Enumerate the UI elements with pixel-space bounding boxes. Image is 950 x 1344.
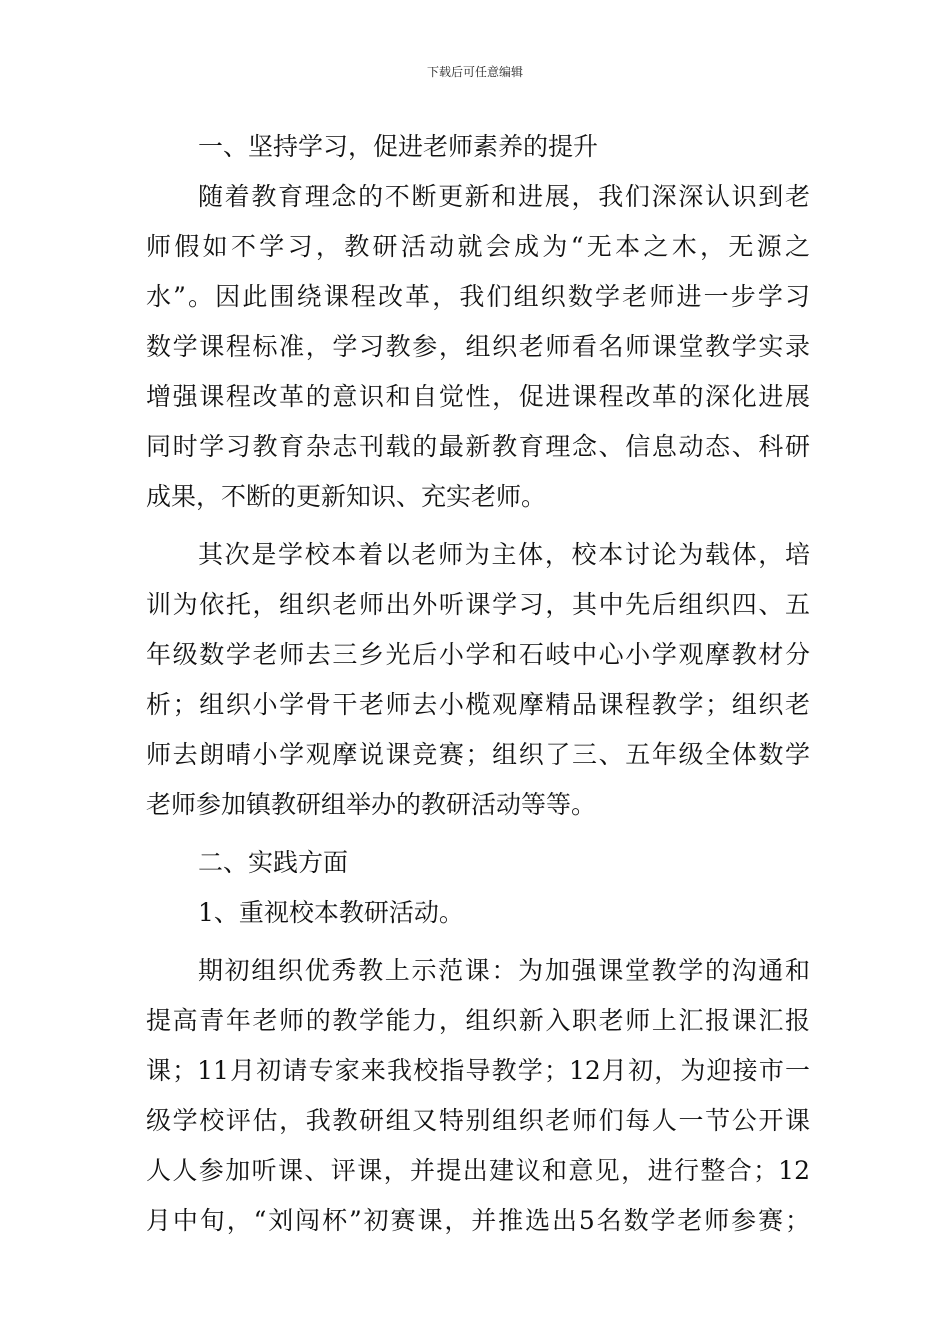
paragraph-1: [146, 172, 810, 522]
paragraph-line: 其次是学校本着以老师为主体，校本讨论为载体，培: [198, 540, 810, 569]
paragraph-line: 级学校评估，我教研组又特别组织老师们每人一节公开课: [146, 1106, 810, 1135]
paragraph-line: 师假如不学习，教研活动就会成为“无本之木，无源之: [146, 232, 810, 261]
paragraph-line: 年级数学老师去三乡光后小学和石岐中心小学观摩教材分: [146, 640, 810, 669]
paragraph-line: 成果，不断的更新知识、充实老师。: [146, 482, 547, 511]
paragraph-line: 增强课程改革的意识和自觉性，促进课程改革的深化进展: [146, 382, 810, 411]
heading-line: 1、重视校本教研活动。: [198, 898, 464, 927]
paragraph-line: 期初组织优秀教上示范课：为加强课堂教学的沟通和: [198, 956, 810, 985]
paragraph-line: 师去朗晴小学观摩说课竞赛；组织了三、五年级全体数学: [146, 740, 810, 769]
subsection-heading-2-1: [146, 888, 810, 938]
paragraph-line: 随着教育理念的不断更新和进展，我们深深认识到老: [198, 182, 810, 211]
paragraph-line: 课；11月初请专家来我校指导教学；12月初，为迎接市一: [146, 1056, 810, 1085]
page-header: 下载后可任意编辑: [426, 65, 523, 79]
paragraph-line: 数学课程标准，学习教参，组织老师看名师课堂教学实录: [146, 332, 810, 361]
section-heading-2: [146, 838, 810, 888]
paragraph-2: [146, 530, 810, 830]
paragraph-3: [146, 946, 810, 1246]
paragraph-line: 训为依托，组织老师出外听课学习，其中先后组织四、五: [146, 590, 810, 619]
paragraph-line: 提高青年老师的教学能力，组织新入职老师上汇报课汇报: [146, 1006, 810, 1035]
paragraph-line: 水”。因此围绕课程改革，我们组织数学老师进一步学习: [146, 282, 810, 311]
paragraph-line: 同时学习教育杂志刊载的最新教育理念、信息动态、科研: [146, 432, 810, 461]
document-body: [146, 122, 810, 1246]
section-heading-1: [146, 122, 810, 172]
paragraph-line: 析；组织小学骨干老师去小榄观摩精品课程教学；组织老: [146, 690, 810, 719]
paragraph-line: 月中旬，“刘闯杯”初赛课，并推选出5名数学老师参赛；: [146, 1206, 810, 1235]
heading-line: 一、坚持学习，促进老师素养的提升: [198, 132, 599, 161]
paragraph-line: 人人参加听课、评课，并提出建议和意见，进行整合；12: [146, 1156, 810, 1185]
paragraph-line: 老师参加镇教研组举办的教研活动等等。: [146, 790, 597, 819]
heading-line: 二、实践方面: [198, 848, 349, 877]
